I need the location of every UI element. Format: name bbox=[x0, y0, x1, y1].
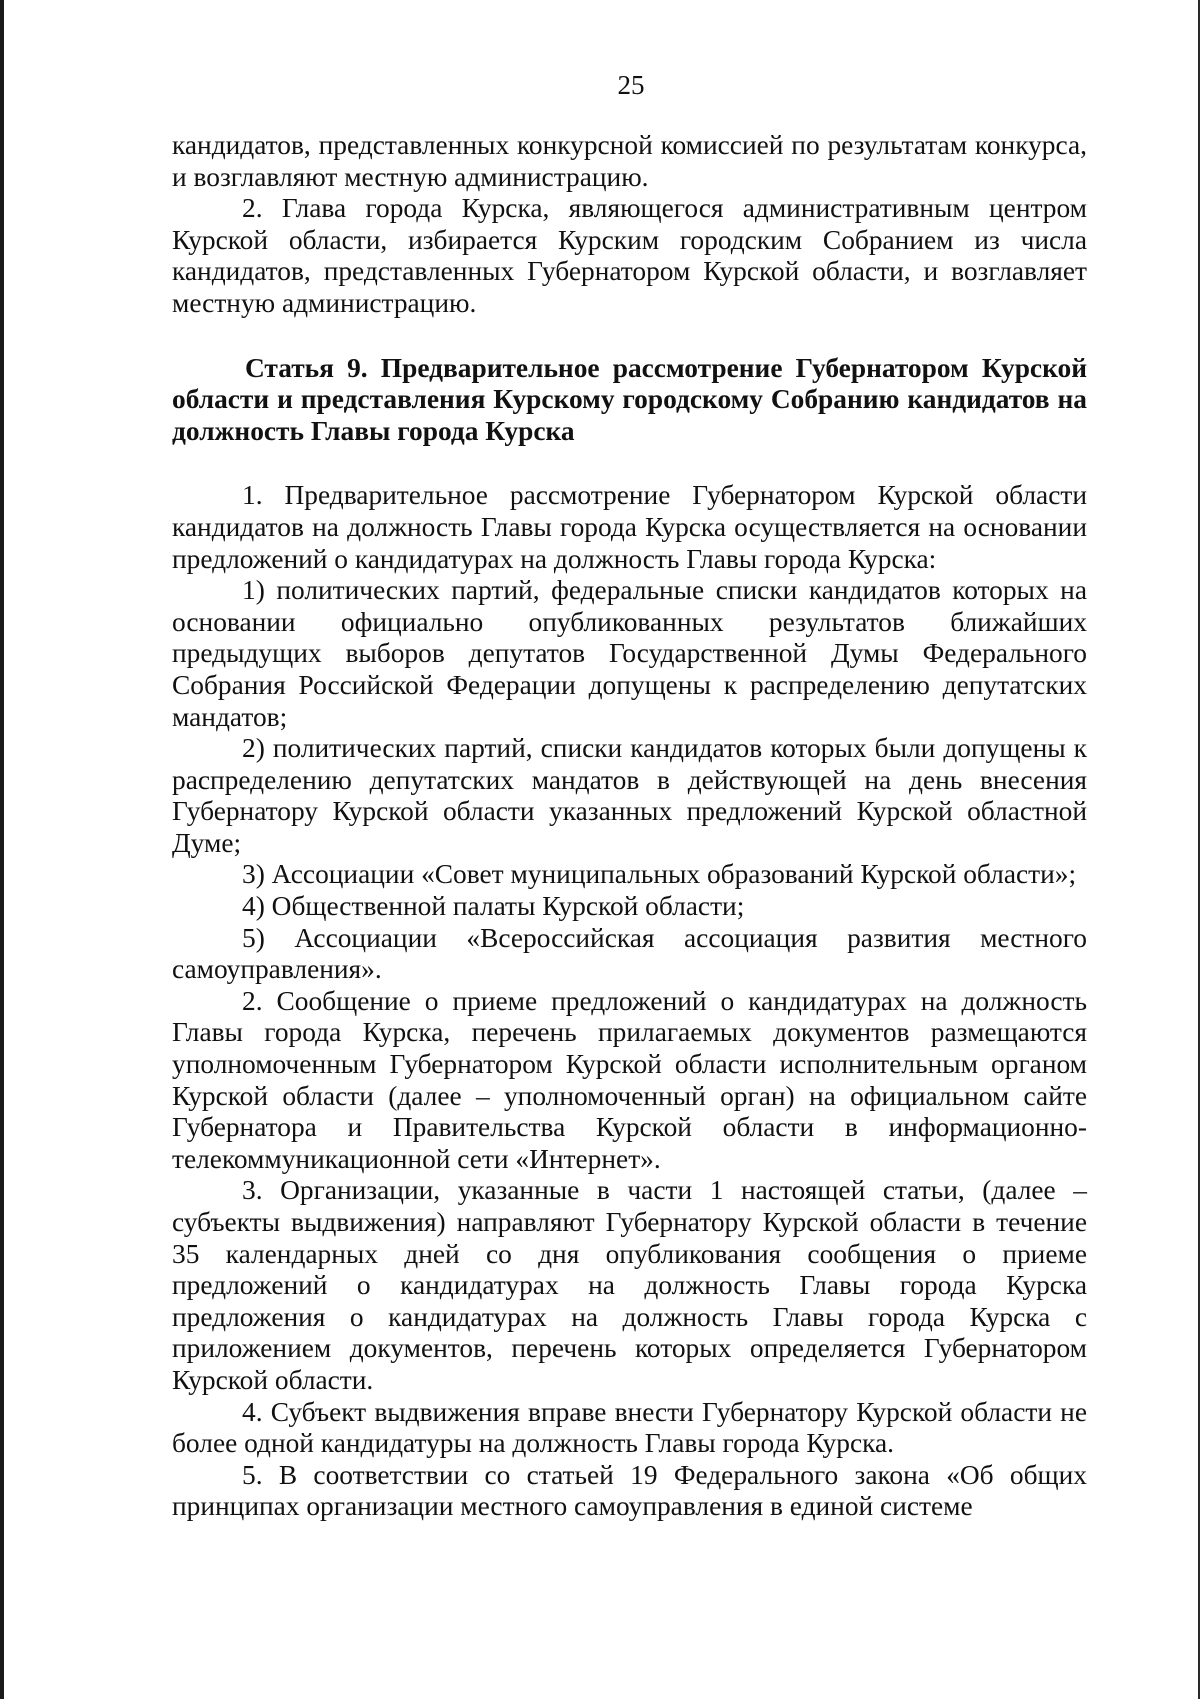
list-item-2: 2) политических партий, списки кандидатов которых были допущены к распределению депутатских мандатов в действующей на день внесения Губернатору Курской области указанных предложений Курской областной Думе; bbox=[172, 733, 1087, 858]
page-number: 25 bbox=[617, 70, 645, 100]
scan-edge-left bbox=[0, 0, 4, 1699]
list-item-1: 1) политических партий, федеральные списки кандидатов которых на основании официально опубликованных результатов ближайших предыдущих выборов депутатов Государственной Думы Федерального Собрания Российской Федерации допущены к распределению депутатских мандатов; bbox=[172, 575, 1087, 732]
document-body bbox=[172, 130, 1087, 1523]
article-paragraph-1: 1. Предварительное рассмотрение Губернатором Курской области кандидатов на должность Главы города Курска осуществляется на основании предложений о кандидатурах на должность Главы города Курска: bbox=[172, 480, 1087, 574]
spacer bbox=[172, 447, 1087, 480]
paragraph-item-2: 2. Глава города Курска, являющегося административным центром Курской области, избирается Курским городским Собранием из числа кандидатов, представленных Губернатором Курской области, и возглавляет местную администрацию. bbox=[172, 193, 1087, 318]
spacer bbox=[172, 320, 1087, 353]
paragraph-continuation: кандидатов, представленных конкурсной комиссией по результатам конкурса, и возглавляют местную администрацию. bbox=[172, 130, 1087, 192]
list-item-4: 4) Общественной палаты Курской области; bbox=[242, 891, 745, 922]
article-paragraph-2: 2. Сообщение о приеме предложений о кандидатурах на должность Главы города Курска, перечень прилагаемых документов размещаются уполномоченным Губернатором Курской области исполнительным органом Курской области (далее – уполномоченный орган) на официальном сайте Губернатора и Правительства Курской области в информационно-телекоммуникационной сети «Интернет». bbox=[172, 985, 1087, 1174]
list-item-5: 5) Ассоциации «Всероссийская ассоциация развития местного самоуправления». bbox=[172, 922, 1087, 985]
article-paragraph-3: 3. Организации, указанные в части 1 настоящей статьи, (далее – субъекты выдвижения) направляют Губернатору Курской области в течение 35 календарных дней со дня опубликования сообщения о приеме предложений о кандидатурах на должность Главы города Курска предложения о кандидатурах на должность Главы города Курска с приложением документов, перечень которых определяется Губернатором Курской области. bbox=[172, 1175, 1087, 1395]
article-heading: Статья 9. Предварительное рассмотрение Губернатором Курской области и представления Курскому городскому Собранию кандидатов на должность Главы города Курска bbox=[172, 352, 1087, 446]
list-item-3: 3) Ассоциации «Совет муниципальных образований Курской области»; bbox=[242, 859, 1077, 890]
article-paragraph-4: 4. Субъект выдвижения вправе внести Губернатору Курской области не более одной кандидатуры на должность Главы города Курска. bbox=[172, 1396, 1087, 1459]
article-paragraph-5: 5. В соответствии со статьей 19 Федерального закона «Об общих принципах организации местного самоуправления в единой системе bbox=[172, 1459, 1087, 1522]
